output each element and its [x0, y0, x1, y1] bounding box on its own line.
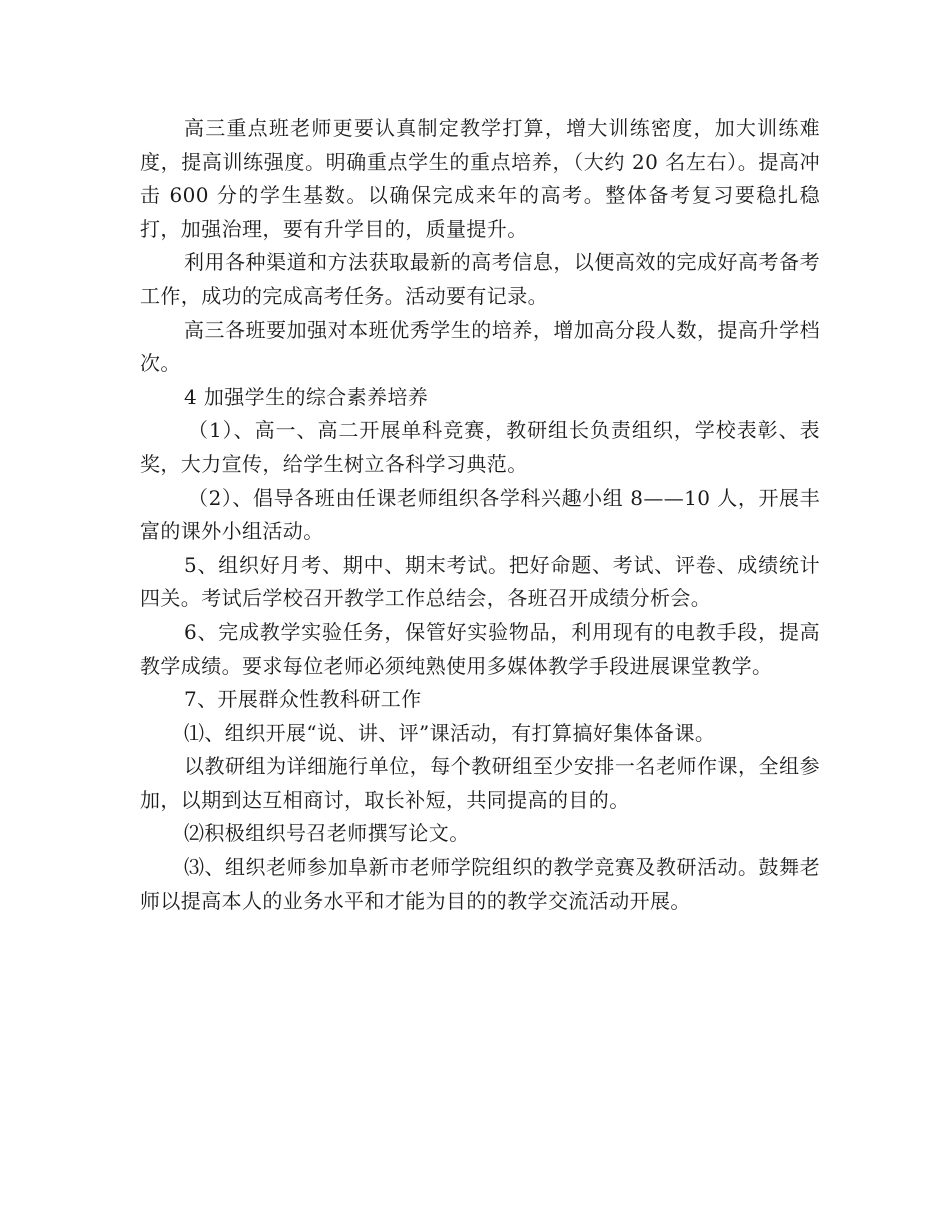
paragraph-item-7-2: ⑵积极组织号召老师撰写论文。	[184, 821, 470, 846]
paragraph-item-4-2: （2）、倡导各班由任课老师组织各学科兴趣小组 8——10 人，开展丰富的课外小组活动。	[140, 485, 820, 544]
document-body	[140, 112, 820, 918]
paragraph-key-class-teaching: 高三重点班老师更要认真制定教学打算，增大训练密度，加大训练难度，提高训练强度。明确重点学生的重点培养，（大约 20 名左右）。提高冲击 600 分的学生基数。以确保完成来年的高考。整体备考复习要稳扎稳打，加强治理，要有升学目的，质量提升。	[140, 116, 820, 241]
paragraph-item-7-1-detail: 以教研组为详细施行单位，每个教研组至少安排一名老师作课，全组参加，以期到达互相商讨，取长补短，共同提高的目的。	[140, 754, 820, 812]
paragraph-item-4-1: （1）、高一、高二开展单科竞赛，教研组长负责组织，学校表彰、表奖，大力宣传，给学生树立各科学习典范。	[140, 418, 820, 476]
paragraph-exam-information: 利用各种渠道和方法获取最新的高考信息，以便高效的完成好高考备考工作，成功的完成高考任务。活动要有记录。	[140, 250, 820, 308]
paragraph-item-6: 6、完成教学实验任务，保管好实验物品，利用现有的电教手段，提高教学成绩。要求每位老师必须纯熟使用多媒体教学手段进展课堂教学。	[140, 619, 820, 678]
paragraph-top-students: 高三各班要加强对本班优秀学生的培养，增加高分段人数，提高升学档次。	[140, 317, 820, 376]
paragraph-item-5: 5、组织好月考、期中、期末考试。把好命题、考试、评卷、成绩统计四关。考试后学校召开教学工作总结会，各班召开成绩分析会。	[140, 552, 820, 611]
heading-item-7: 7、开展群众性教科研工作	[184, 687, 422, 712]
heading-item-4: 4 加强学生的综合素养培养	[184, 384, 429, 409]
paragraph-item-7-3: ⑶、组织老师参加阜新市老师学院组织的教学竞赛及教研活动。鼓舞老师以提高本人的业务水平和才能为目的的教学交流活动开展。	[140, 855, 820, 913]
paragraph-item-7-1: ⑴、组织开展“说、讲、评”课活动，有打算搞好集体备课。	[184, 720, 716, 745]
